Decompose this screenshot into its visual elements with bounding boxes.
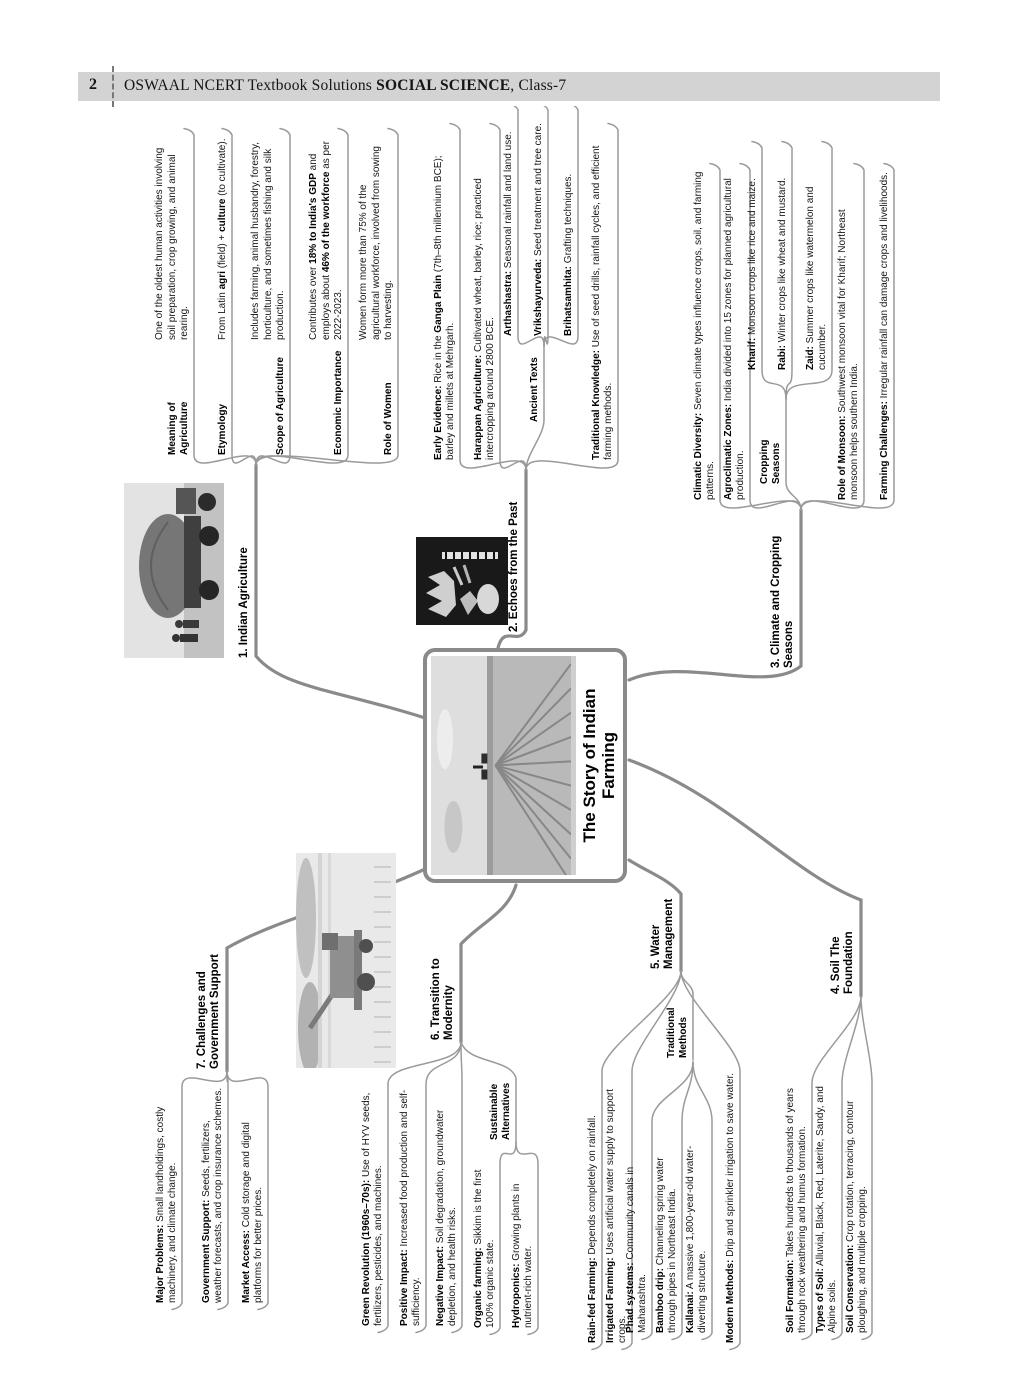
group-label: Traditional Methods: [666, 1007, 689, 1058]
leaf-node: [805, 148, 829, 370]
header-title-suffix: , Class-7: [510, 77, 567, 94]
header-title: [124, 77, 566, 95]
leaf-text: Southwest monsoon vital for Kharif; Northeast monsoon helps southern India.: [836, 209, 860, 500]
leaf-text: Cultivated wheat, barley, rice; practiced intercropping around 2800 BCE.: [472, 178, 496, 460]
leaf-label: Positive Impact:: [398, 1249, 410, 1326]
leaf-text: Depends completely on rainfall.: [586, 1115, 598, 1255]
leaf-label: Scope of Agriculture: [274, 357, 286, 455]
leaf-node: [655, 1121, 679, 1333]
header-divider: [112, 66, 114, 107]
leaf-text: Grafting techniques.: [562, 173, 574, 264]
leaf-label: Farming Challenges:: [878, 401, 890, 500]
leaf-label: Traditional Knowledge:: [590, 349, 602, 460]
leaf-label: Green Revolution (1960s–70s):: [360, 1179, 372, 1326]
leaf-node: [308, 135, 345, 455]
leaf-label: Phad systems:: [624, 1262, 636, 1333]
leaf-text: Small landholdings, costly machinery, and climate change.: [154, 1106, 178, 1303]
leaf-node: [361, 1084, 385, 1326]
leaf-node: [723, 170, 747, 500]
leaf-text: Summer crops like watermelon and cucumber.: [804, 186, 828, 370]
leaf-node: [433, 130, 457, 460]
page-header-bar: [78, 72, 940, 101]
leaf-node: [815, 1083, 839, 1333]
leaf-node: [725, 1071, 737, 1343]
group-label: Ancient Texts: [529, 357, 540, 422]
leaf-label: Brihatsamhita:: [562, 265, 574, 336]
leaf-label: Role of Monsoon:: [836, 415, 848, 500]
leaf-node: [154, 135, 191, 455]
connector-line: [256, 465, 425, 718]
leaf-label: Irrigated Farming:: [604, 1257, 616, 1343]
leaf-label: Organic farming:: [472, 1247, 484, 1328]
mind-map-canvas: [120, 106, 1010, 1358]
leaf-text: Seasonal rainfall and land use.: [502, 131, 514, 269]
leaf-node: [217, 135, 229, 455]
leaf-text: Irregular rainfall can damage crops and livelihoods.: [878, 172, 890, 399]
leaf-node: [587, 1071, 599, 1343]
leaf-text: Drip and sprinkler irrigation to save water.: [724, 1072, 736, 1257]
leaf-label: Government Support:: [200, 1199, 212, 1303]
leaf-node: [250, 135, 287, 455]
leaf-node: [785, 1083, 809, 1333]
branch-image: [124, 483, 224, 658]
branch-label: 3. Climate and Cropping Seasons: [769, 535, 796, 668]
leaf-node: [563, 110, 575, 336]
leaf-node: [845, 1083, 869, 1333]
leaf-label: Rain-fed Farming:: [586, 1257, 598, 1343]
branch-label: 7. Challenges and Government Support: [195, 953, 222, 1069]
leaf-label: Meaning of Agriculture: [166, 401, 190, 455]
leaf-node: [399, 1084, 423, 1326]
leaf-label: Zaid:: [804, 346, 816, 370]
leaf-node: [435, 1084, 459, 1326]
center-node: [423, 648, 627, 883]
branch-image: [416, 537, 508, 625]
leaf-node: [625, 1121, 649, 1333]
leaf-node: [155, 1087, 179, 1303]
leaf-text: Seeds, fertilizers, weather forecasts, and crop insurance schemes.: [200, 1087, 224, 1303]
leaf-node: [201, 1087, 225, 1303]
leaf-node: [837, 170, 861, 500]
leaf-node: [879, 170, 891, 500]
connector-line: [786, 399, 801, 510]
leaf-node: [685, 1121, 709, 1333]
leaf-label: Negative Impact:: [434, 1245, 446, 1326]
leaf-label: Hydroponics:: [510, 1263, 522, 1328]
leaf-label: Types of Soil:: [814, 1268, 826, 1333]
leaf-node: [591, 130, 615, 460]
page-number: 2: [89, 76, 97, 93]
leaf-label: Climatic Diversity:: [692, 412, 704, 500]
leaf-node: [358, 135, 395, 455]
leaf-label: Arthashastra:: [502, 270, 514, 336]
center-title: The Story of Indian Farming: [579, 688, 618, 843]
group-label: Sustainable Alternatives: [489, 1082, 512, 1140]
center-image: [431, 656, 576, 875]
leaf-node: [777, 148, 789, 370]
leaf-text: From Latin agri (field) + culture (to cultivate).: [216, 138, 228, 340]
leaf-node: [241, 1087, 265, 1303]
leaf-text: Women form more than 75% of the agricultural workforce, involved from sowing to harvesting.: [358, 146, 394, 340]
leaf-text: Uses artificial water supply to support crops.: [604, 1089, 628, 1343]
leaf-label: Vrikshayurveda:: [532, 258, 544, 336]
leaf-label: Economic Importance: [332, 350, 344, 455]
leaf-text: Contributes over 18% to India's GDP and employs about 46% of the workforce as per 2022-2023.: [308, 141, 344, 340]
leaf-label: Role of Women: [382, 382, 394, 455]
leaf-node: [533, 110, 545, 336]
group-label: Cropping Seasons: [759, 439, 782, 484]
branch-label: 4. Soil The Foundation: [829, 931, 856, 994]
leaf-text: Seven climate types influence crops, soil, and farming patterns.: [692, 171, 716, 500]
leaf-label: Major Problems:: [154, 1224, 166, 1303]
leaf-label: Modern Methods:: [724, 1259, 736, 1343]
leaf-label: Rabi:: [776, 345, 788, 370]
leaf-text: Winter crops like wheat and mustard.: [776, 177, 788, 343]
leaf-label: Market Access:: [240, 1229, 252, 1303]
leaf-text: Sikkim is the first 100% organic state.: [472, 1169, 496, 1328]
leaf-node: [747, 148, 759, 370]
leaf-label: Soil Conservation:: [844, 1244, 856, 1333]
leaf-text: Seed treatment and tree care.: [532, 123, 544, 256]
leaf-node: [693, 170, 717, 500]
leaf-node: [503, 110, 515, 336]
connector-line: [461, 885, 516, 1042]
mind-map: [120, 106, 1010, 1358]
header-title-bold: SOCIAL SCIENCE: [376, 77, 511, 94]
leaf-text: One of the oldest human activities involving soil preparation, crop growing, and animal rearing.: [154, 147, 190, 340]
leaf-text: Cold storage and digital platforms for better prices.: [240, 1122, 264, 1303]
leaf-node: [473, 1164, 497, 1328]
leaf-text: Alluvial, Black, Red, Laterite, Sandy, and Alpine soils.: [814, 1086, 838, 1333]
leaf-label: Etymology: [216, 403, 228, 455]
leaf-node: [473, 130, 497, 460]
leaf-text: Rice in the Ganga Plain (7th–8th millennium BCE); barley and millets at Mehrgarh.: [432, 155, 456, 460]
leaf-text: Soil degradation, groundwater depletion, and health risks.: [434, 1109, 458, 1326]
leaf-text: Increased food production and self-sufficiency.: [398, 1089, 422, 1326]
leaf-text: Includes farming, animal husbandry, forestry, horticulture, and sometimes fishing and silk production.: [250, 141, 286, 340]
leaf-text: Use of seed drills, rainfall cycles, and efficient farming methods.: [590, 145, 614, 460]
leaf-text: Channeling spring water through pipes in Northeast India.: [654, 1157, 678, 1333]
leaf-text: Monsoon crops like rice and maize.: [746, 178, 758, 335]
branch-label: 5. Water Management: [649, 898, 676, 969]
header-title-regular: OSWAAL NCERT Textbook Solutions: [124, 77, 377, 94]
branch-label: 1. Indian Agriculture: [238, 547, 251, 658]
leaf-text: Use of HYV seeds, fertilizers, pesticides, and machines.: [360, 1092, 384, 1326]
branch-image: [296, 853, 396, 1068]
branch-label: 2. Echoes from the Past: [508, 501, 521, 632]
leaf-text: A massive 1,800-year-old water-diverting structure.: [684, 1145, 708, 1333]
leaf-label: Kharif:: [746, 337, 758, 370]
branch-label: 6. Transition to Modernity: [429, 958, 456, 1040]
leaf-text: Crop rotation, terracing, contour ploughing, and multiple cropping.: [844, 1100, 868, 1333]
leaf-text: Growing plants in nutrient-rich water.: [510, 1183, 534, 1328]
leaf-text: Takes hundreds to thousands of years through rock weathering and humus formation.: [784, 1088, 808, 1333]
leaf-label: Bamboo drip:: [654, 1268, 666, 1333]
leaf-label: Harappan Agriculture:: [472, 354, 484, 460]
leaf-node: [511, 1164, 535, 1328]
leaf-text: Community canals in Maharashtra.: [624, 1166, 648, 1333]
leaf-text: India divided into 15 zones for planned agricultural production.: [722, 178, 746, 500]
leaf-label: Agroclimatic Zones:: [722, 403, 734, 500]
leaf-label: Early Evidence:: [432, 385, 444, 460]
leaf-label: Soil Formation:: [784, 1259, 796, 1333]
leaf-label: Kallanai:: [684, 1291, 696, 1333]
